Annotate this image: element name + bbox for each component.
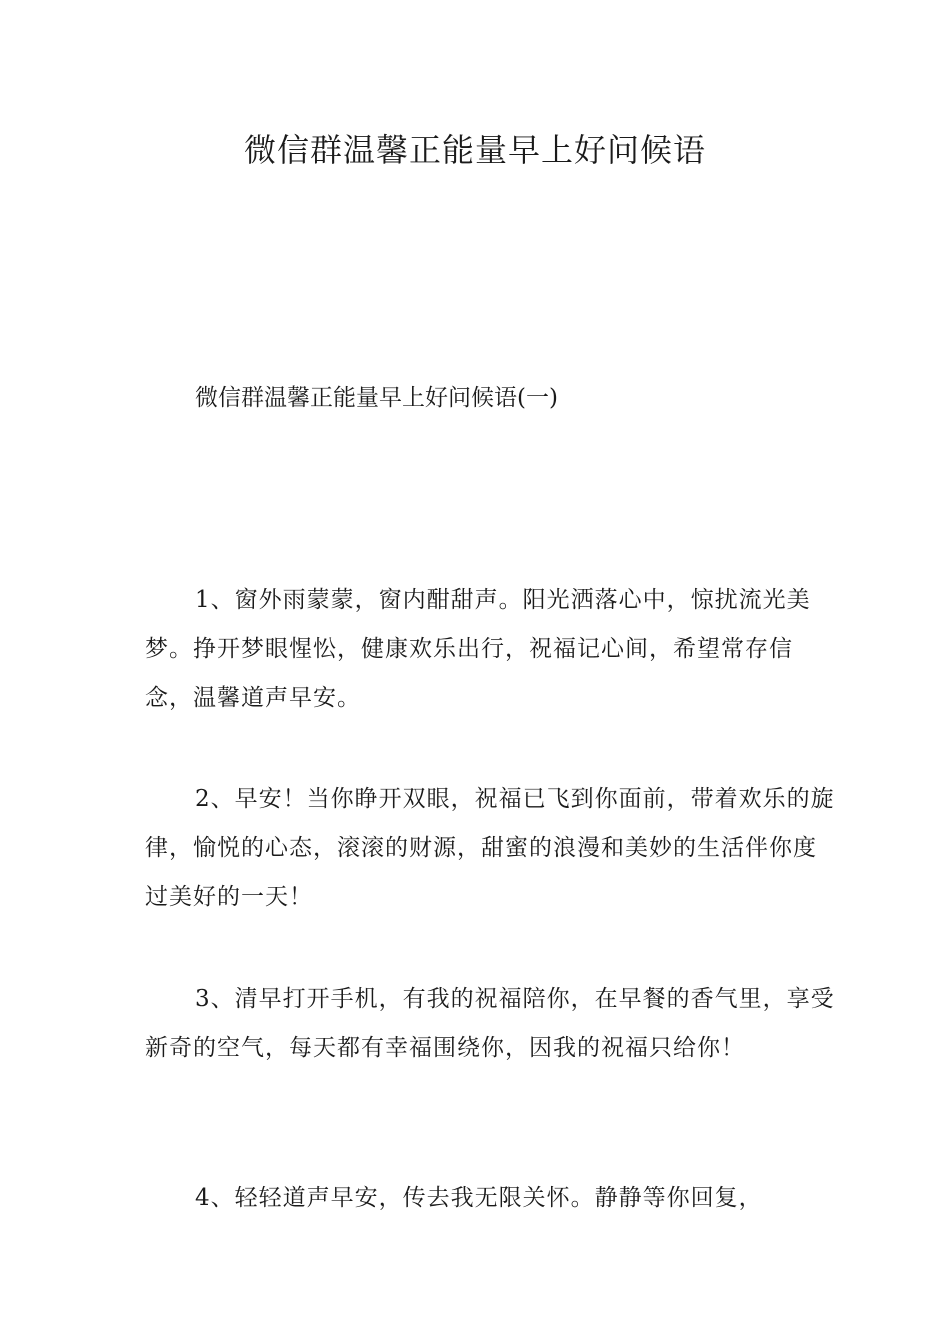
paragraph-1: 1、窗外雨蒙蒙，窗内酣甜声。阳光洒落心中，惊扰流光美梦。挣开梦眼惺忪，健康欢乐出行，祝福记心间，希望常存信念，温馨道声早安。: [145, 587, 811, 711]
paragraph-4: 4、轻轻道声早安，传去我无限关怀。静静等你回复，: [195, 1185, 763, 1211]
section-heading: 微信群温馨正能量早上好问候语(一): [195, 385, 558, 411]
paragraph-3: 3、清早打开手机，有我的祝福陪你，在早餐的香气里，享受新奇的空气，每天都有幸福围绕你，因我的祝福只给你！: [145, 986, 835, 1061]
document-title: 微信群温馨正能量早上好问候语: [243, 131, 706, 169]
paragraph-2: 2、早安！当你睁开双眼，祝福已飞到你面前，带着欢乐的旋律，愉悦的心态，滚滚的财源，甜蜜的浪漫和美妙的生活伴你度过美好的一天！: [145, 786, 835, 910]
